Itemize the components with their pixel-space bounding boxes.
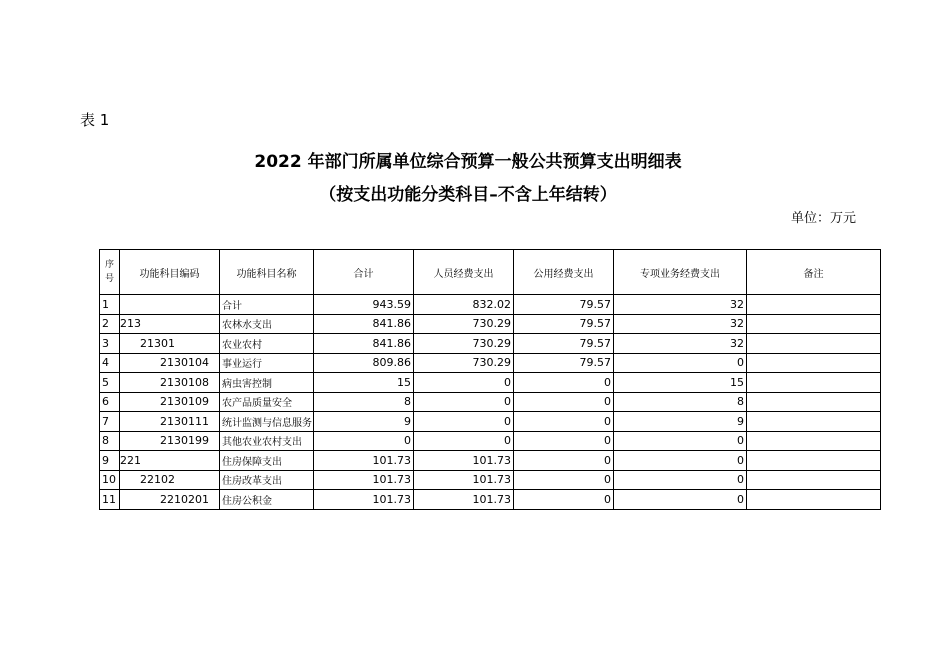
header-code: 功能科目编码 [120, 250, 220, 295]
cell-remark [747, 295, 881, 315]
cell-seq: 8 [100, 431, 120, 451]
header-total: 合计 [314, 250, 414, 295]
cell-personnel: 832.02 [414, 295, 514, 315]
header-seq-line1: 序 [104, 260, 114, 270]
cell-special: 32 [614, 295, 747, 315]
cell-special: 9 [614, 412, 747, 432]
cell-name: 病虫害控制 [220, 373, 314, 393]
cell-personnel: 0 [414, 431, 514, 451]
header-public: 公用经费支出 [514, 250, 614, 295]
header-name: 功能科目名称 [220, 250, 314, 295]
cell-seq: 7 [100, 412, 120, 432]
cell-special: 15 [614, 373, 747, 393]
cell-remark [747, 431, 881, 451]
cell-total: 15 [314, 373, 414, 393]
unit-label: 单位：万元 [790, 211, 856, 226]
cell-name: 其他农业农村支出 [220, 431, 314, 451]
cell-special: 0 [614, 353, 747, 373]
cell-public: 79.57 [514, 314, 614, 334]
header-personnel: 人员经费支出 [414, 250, 514, 295]
cell-name: 农产品质量安全 [220, 392, 314, 412]
cell-total: 8 [314, 392, 414, 412]
cell-public: 0 [514, 373, 614, 393]
cell-seq: 6 [100, 392, 120, 412]
cell-total: 0 [314, 431, 414, 451]
cell-name: 农业农村 [220, 334, 314, 354]
cell-remark [747, 373, 881, 393]
table-row [100, 314, 881, 334]
cell-public: 79.57 [514, 334, 614, 354]
cell-code: 213 [120, 314, 220, 334]
table-header-row [100, 250, 881, 295]
cell-code: 22102 [120, 470, 220, 490]
cell-special: 32 [614, 314, 747, 334]
cell-remark [747, 353, 881, 373]
budget-table [99, 249, 881, 510]
cell-personnel: 101.73 [414, 490, 514, 510]
cell-remark [747, 314, 881, 334]
cell-public: 0 [514, 431, 614, 451]
header-seq [100, 250, 120, 295]
cell-total: 809.86 [314, 353, 414, 373]
page-title: 2022 年部门所属单位综合预算一般公共预算支出明细表 [254, 152, 682, 172]
cell-remark [747, 490, 881, 510]
cell-seq: 9 [100, 451, 120, 471]
cell-code: 2130108 [120, 373, 220, 393]
table-row [100, 490, 881, 510]
cell-personnel: 101.73 [414, 451, 514, 471]
table-row [100, 373, 881, 393]
cell-seq: 10 [100, 470, 120, 490]
cell-total: 943.59 [314, 295, 414, 315]
cell-remark [747, 412, 881, 432]
table-row [100, 470, 881, 490]
cell-public: 0 [514, 451, 614, 471]
cell-personnel: 0 [414, 412, 514, 432]
table-row [100, 392, 881, 412]
cell-code: 2130104 [120, 353, 220, 373]
cell-public: 0 [514, 392, 614, 412]
header-seq-line2: 号 [104, 274, 114, 284]
cell-personnel: 101.73 [414, 470, 514, 490]
cell-personnel: 730.29 [414, 334, 514, 354]
cell-name: 住房保障支出 [220, 451, 314, 471]
cell-seq: 5 [100, 373, 120, 393]
cell-code: 2130111 [120, 412, 220, 432]
cell-code: 2130199 [120, 431, 220, 451]
cell-total: 841.86 [314, 314, 414, 334]
table-row [100, 334, 881, 354]
cell-special: 0 [614, 451, 747, 471]
cell-name: 住房公积金 [220, 490, 314, 510]
cell-code: 2210201 [120, 490, 220, 510]
cell-remark [747, 334, 881, 354]
cell-public: 0 [514, 470, 614, 490]
table-row [100, 295, 881, 315]
cell-code: 2130109 [120, 392, 220, 412]
cell-special: 0 [614, 431, 747, 451]
page-subtitle: （按支出功能分类科目–不含上年结转） [319, 185, 617, 205]
cell-public: 79.57 [514, 353, 614, 373]
cell-name: 事业运行 [220, 353, 314, 373]
cell-personnel: 730.29 [414, 314, 514, 334]
cell-special: 8 [614, 392, 747, 412]
cell-seq: 4 [100, 353, 120, 373]
cell-public: 79.57 [514, 295, 614, 315]
cell-remark [747, 392, 881, 412]
table-row [100, 412, 881, 432]
cell-total: 101.73 [314, 470, 414, 490]
cell-remark [747, 470, 881, 490]
cell-code: 21301 [120, 334, 220, 354]
cell-name: 农林水支出 [220, 314, 314, 334]
header-remark: 备注 [747, 250, 881, 295]
cell-name: 统计监测与信息服务 [220, 412, 314, 432]
cell-personnel: 0 [414, 392, 514, 412]
cell-public: 0 [514, 412, 614, 432]
table-body [100, 295, 881, 510]
cell-total: 101.73 [314, 451, 414, 471]
cell-seq: 2 [100, 314, 120, 334]
cell-special: 0 [614, 470, 747, 490]
cell-seq: 1 [100, 295, 120, 315]
cell-special: 32 [614, 334, 747, 354]
cell-total: 9 [314, 412, 414, 432]
header-special: 专项业务经费支出 [614, 250, 747, 295]
table-row [100, 451, 881, 471]
cell-seq: 3 [100, 334, 120, 354]
cell-seq: 11 [100, 490, 120, 510]
table-number-label: 表 1 [80, 111, 110, 129]
cell-special: 0 [614, 490, 747, 510]
cell-total: 101.73 [314, 490, 414, 510]
cell-code [120, 295, 220, 315]
cell-code: 221 [120, 451, 220, 471]
cell-personnel: 0 [414, 373, 514, 393]
cell-remark [747, 451, 881, 471]
cell-name: 住房改革支出 [220, 470, 314, 490]
cell-total: 841.86 [314, 334, 414, 354]
table-row [100, 353, 881, 373]
cell-name: 合计 [220, 295, 314, 315]
cell-personnel: 730.29 [414, 353, 514, 373]
cell-public: 0 [514, 490, 614, 510]
table-row [100, 431, 881, 451]
